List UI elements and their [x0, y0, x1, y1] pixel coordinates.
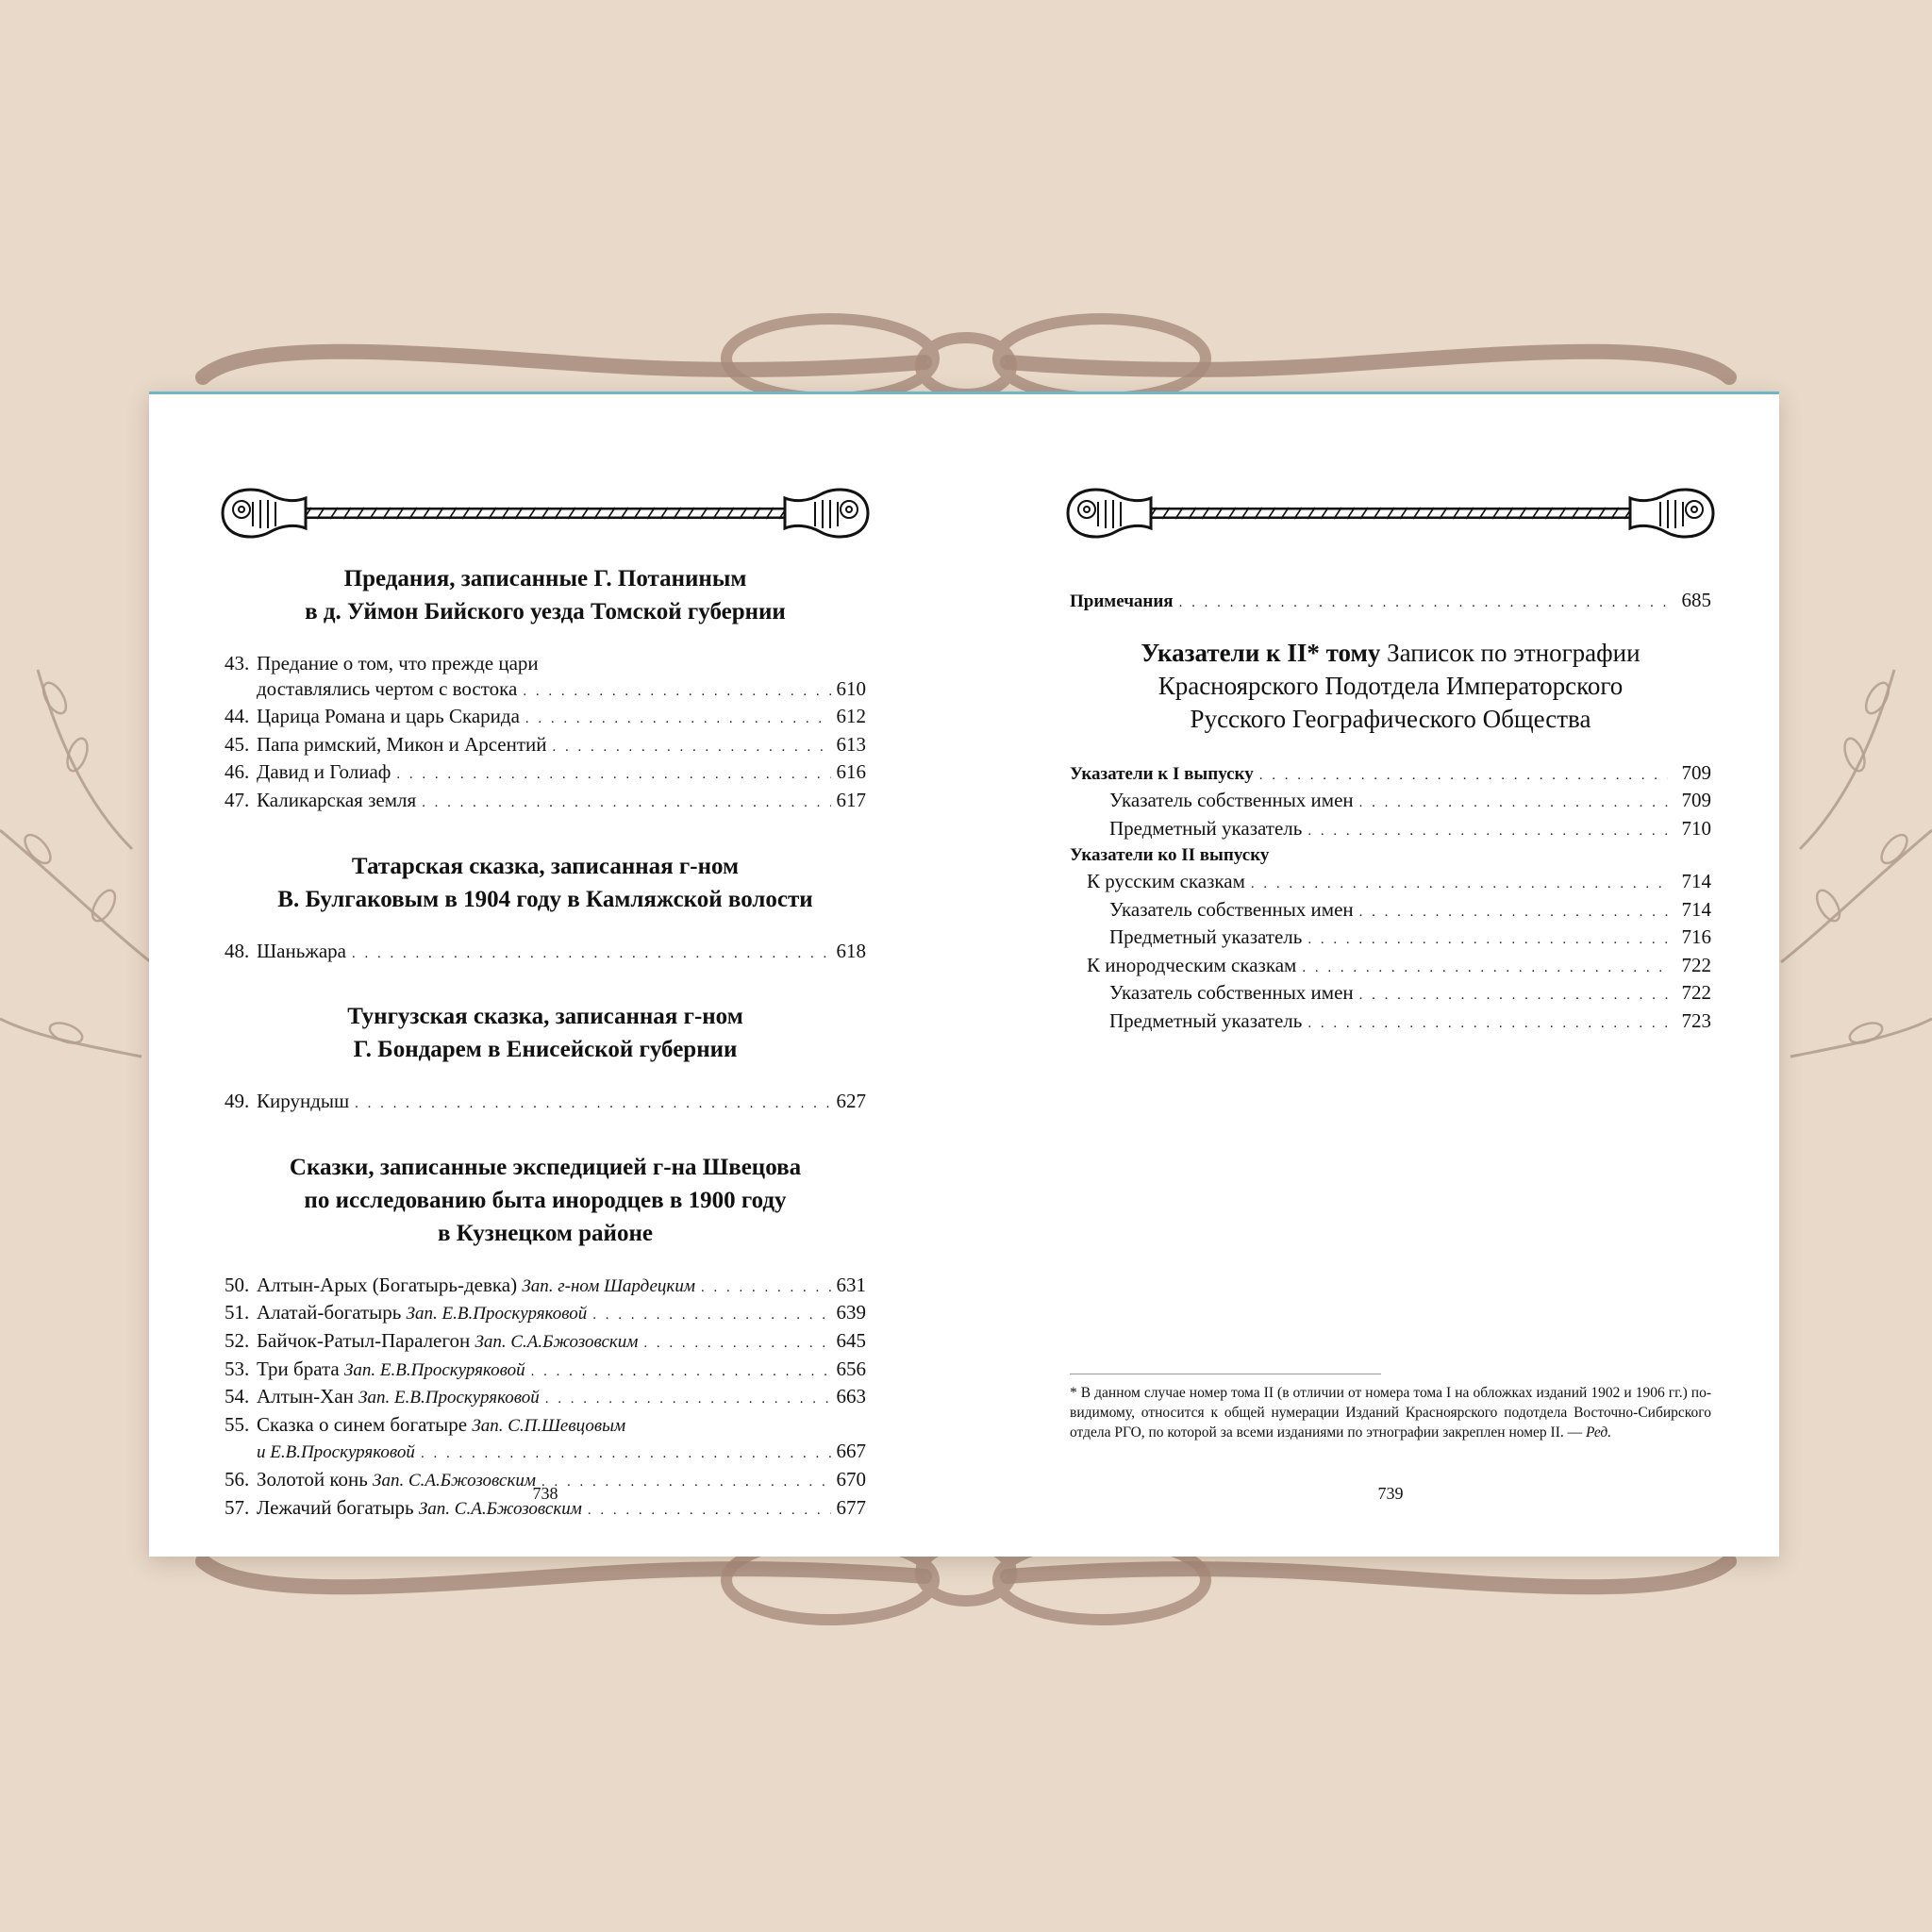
toc-entry[interactable]: 53. Три брата Зап. Е.В.Проскуряковой . . . 656: [225, 1357, 866, 1385]
toc-entry[interactable]: 46. Давид и Голиаф . . . 616: [225, 759, 866, 788]
index-list: [1070, 760, 1711, 1037]
toc-entry[interactable]: 55. Сказка о синем богатыре Зап. С.П.Шевцовым и Е.В.Проскуряковой . . . 667: [225, 1412, 866, 1467]
rope-ornament-icon: [1060, 481, 1721, 545]
left-page: [215, 394, 875, 1557]
index-entry[interactable]: Предметный указатель . . . 710: [1070, 816, 1711, 844]
index-entry[interactable]: Указатели к I выпуску . . . 709: [1070, 760, 1711, 789]
page-number: 738: [532, 1484, 558, 1503]
index-entry[interactable]: К русским сказкам . . . 714: [1070, 869, 1711, 897]
index-entry[interactable]: Указатель собственных имен . . . 722: [1070, 980, 1711, 1008]
toc-list: [225, 1089, 866, 1117]
section-heading: Тунгузская сказка, записанная г-ном Г. Бондарем в Енисейской губернии: [347, 1004, 743, 1063]
index-entry[interactable]: Указатель собственных имен . . . 714: [1070, 897, 1711, 925]
toc-entry[interactable]: 47. Каликарская земля . . . 617: [225, 788, 866, 816]
page-number: 739: [1377, 1484, 1404, 1503]
toc-entry[interactable]: 43. Предание о том, что прежде цари доставлялись чертом с востока . . . 610: [225, 651, 866, 704]
footnote: * В данном случае номер тома II (в отличии от номера тома I на обложках изданий 1902 и 1906 гг.) по-видимому, относится к общей нумерации Изданий Красноярского подотдела Восточно-Сибирского отдела РГО, по которой за всеми изданиями по этнографии закреплен номер II. — Ред.: [1070, 1385, 1711, 1441]
section-heading: Сказки, записанные экспедицией г-на Швецова по исследованию быта инородцев в 1900 году в Кузнецком районе: [289, 1154, 802, 1246]
section-heading: Предания, записанные Г. Потаниным в д. Уймон Бийского уезда Томской губернии: [305, 566, 786, 625]
toc-entry[interactable]: 50. Алтын-Арых (Богатырь-девка) Зап. г-ном Шардецким . . . 631: [225, 1273, 866, 1301]
toc-list: [225, 651, 866, 816]
book-spread: [149, 391, 1779, 1557]
index-entry[interactable]: Предметный указатель . . . 716: [1070, 924, 1711, 953]
toc-entry[interactable]: 48. Шаньжара . . . 618: [225, 939, 866, 967]
toc-entry[interactable]: 52. Байчок-Ратыл-Паралегон Зап. С.А.Бжозовским . . . 645: [225, 1328, 866, 1357]
left-toc: [225, 562, 866, 1523]
toc-entry[interactable]: 51. Алатай-богатырь Зап. Е.В.Проскуряковой . . . 639: [225, 1300, 866, 1328]
toc-entry[interactable]: 56. Золотой конь Зап. С.А.Бжозовским . . . 670: [225, 1467, 866, 1495]
toc-entry[interactable]: 45. Папа римский, Микон и Арсентий . . . 613: [225, 732, 866, 760]
rope-ornament-icon: [215, 481, 875, 545]
index-entry[interactable]: Указатель собственных имен . . . 709: [1070, 788, 1711, 816]
section-heading: Татарская сказка, записанная г-ном В. Булгаковым в 1904 году в Камляжской волости: [277, 853, 813, 912]
toc-entry[interactable]: 44. Царица Романа и царь Скарида . . . 612: [225, 704, 866, 732]
index-heading: Указатели к II* тому Записок по этнографии Красноярского Подотдела Императорского Русского Географического Общества: [1141, 638, 1641, 733]
right-toc: [1070, 588, 1711, 1037]
toc-entry[interactable]: 57. Лежачий богатырь Зап. С.А.Бжозовским . . . 677: [225, 1495, 866, 1524]
toc-entry[interactable]: 54. Алтын-Хан Зап. Е.В.Проскуряковой . . . 663: [225, 1384, 866, 1412]
index-entry[interactable]: Предметный указатель . . . 723: [1070, 1008, 1711, 1037]
toc-list: [225, 939, 866, 967]
right-page: [1060, 394, 1721, 1557]
notes-entry[interactable]: Примечания . . . 685: [1070, 588, 1711, 616]
index-entry[interactable]: К инородческим сказкам . . . 722: [1070, 953, 1711, 981]
index-entry: Указатели ко II выпуску: [1070, 845, 1270, 866]
toc-entry[interactable]: 49. Кирундыш . . . 627: [225, 1089, 866, 1117]
